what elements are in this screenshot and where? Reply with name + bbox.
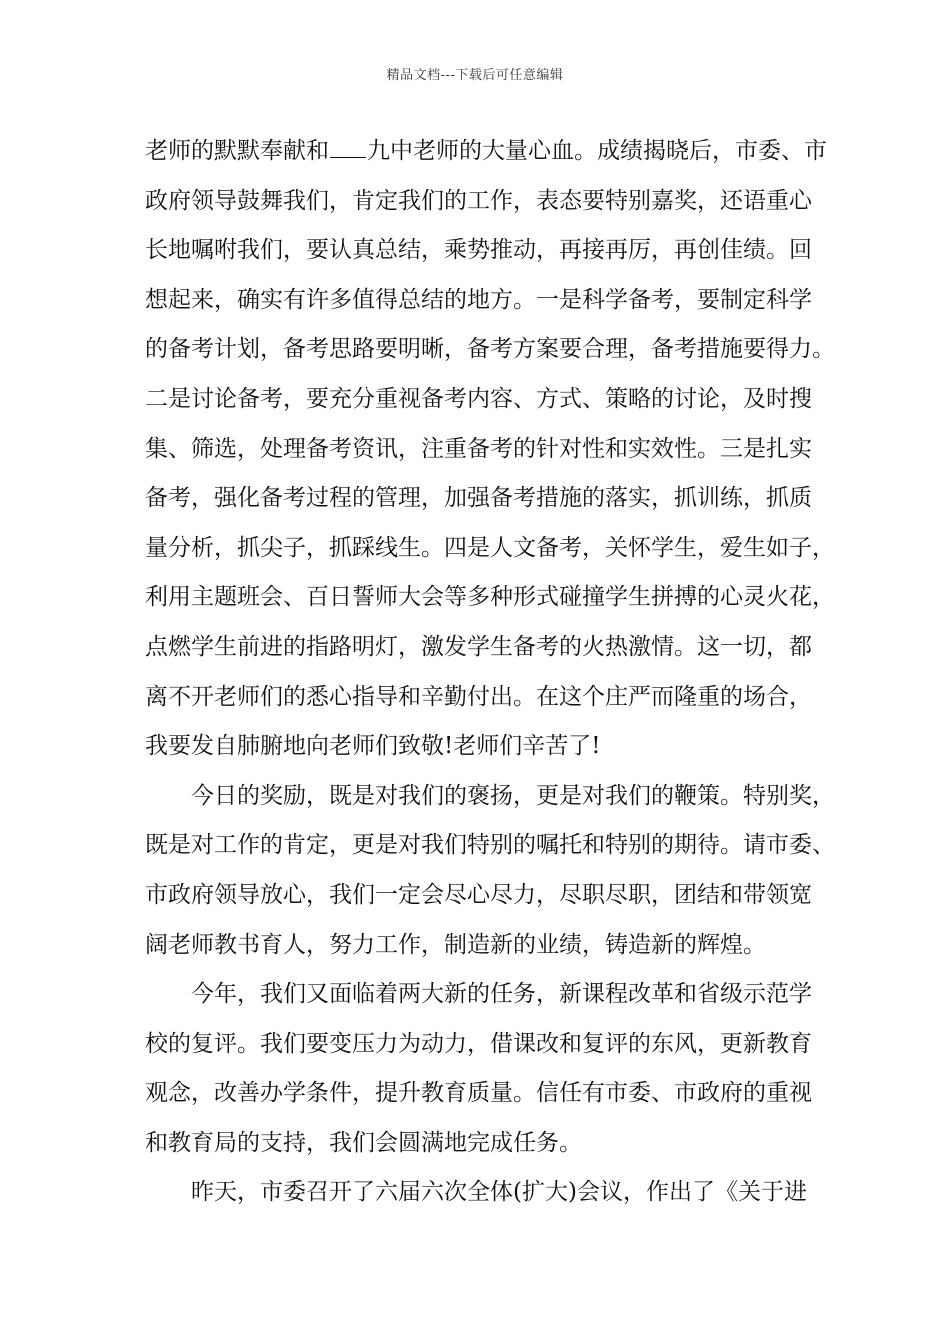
text-line-9: 量分析，抓尖子，抓踩线生。四是人文备考，关怀学生，爱生如子， xyxy=(145,534,835,561)
text-line-2: 政府领导鼓舞我们，肯定我们的工作，表态要特别嘉奖，还语重心 xyxy=(145,187,812,214)
text-line-21: 和教育局的支持，我们会圆满地完成任务。 xyxy=(145,1129,582,1156)
text-line-12: 离不开老师们的悉心指导和辛勤付出。在这个庄严而隆重的场合， xyxy=(145,683,812,710)
text-line-19: 校的复评。我们要变压力为动力，借课改和复评的东风，更新教育 xyxy=(145,1030,812,1057)
text-line-6: 二是讨论备考，要充分重视备考内容、方式、策略的讨论，及时搜 xyxy=(145,385,812,412)
text-line-20: 观念，改善办学条件，提升教育质量。信任有市委、市政府的重视 xyxy=(145,1080,812,1107)
text-line-17: 阔老师教书育人，努力工作，制造新的业绩，铸造新的辉煌。 xyxy=(145,931,766,958)
text-line-11: 点燃学生前进的指路明灯，激发学生备考的火热激情。这一切，都 xyxy=(145,633,812,660)
text-line-16: 市政府领导放心，我们一定会尽心尽力，尽职尽职，团结和带领宽 xyxy=(145,881,812,908)
text-line-10: 利用主题班会、百日誓师大会等多种形式碰撞学生拼搏的心灵火花， xyxy=(145,584,835,611)
text-line-7: 集、筛选，处理备考资讯，注重备考的针对性和实效性。三是扎实 xyxy=(145,435,812,462)
text-line-14: 今日的奖励，既是对我们的褒扬，更是对我们的鞭策。特别奖， xyxy=(191,782,835,809)
text-line-13: 我要发自肺腑地向老师们致敬!老师们辛苦了! xyxy=(145,733,601,760)
text-line-15: 既是对工作的肯定，更是对我们特别的嘱托和特别的期待。请市委、 xyxy=(145,832,835,859)
text-line-3: 长地嘱咐我们，要认真总结，乘势推动，再接再厉，再创佳绩。回 xyxy=(145,237,812,264)
text-line-18: 今年，我们又面临着两大新的任务，新课程改革和省级示范学 xyxy=(191,981,812,1008)
text-line-22: 昨天，市委召开了六届六次全体(扩大)会议，作出了《关于进 xyxy=(191,1179,807,1206)
text-segment: 九中老师的大量心血。成绩揭晓后，市委、市 xyxy=(367,138,827,164)
page-header: 精品文档---下载后可任意编辑 xyxy=(386,68,564,83)
text-line-5: 的备考计划，备考思路要明晰，备考方案要合理，备考措施要得力。 xyxy=(145,336,835,363)
fill-in-blank xyxy=(330,137,366,158)
document-body xyxy=(145,127,835,1218)
text-segment: 老师的默默奉献和 xyxy=(145,138,329,164)
text-line-8: 备考，强化备考过程的管理，加强备考措施的落实，抓训练，抓质 xyxy=(145,485,812,512)
text-line-1 xyxy=(145,127,827,177)
text-line-4: 想起来，确实有许多值得总结的地方。一是科学备考，要制定科学 xyxy=(145,286,812,313)
